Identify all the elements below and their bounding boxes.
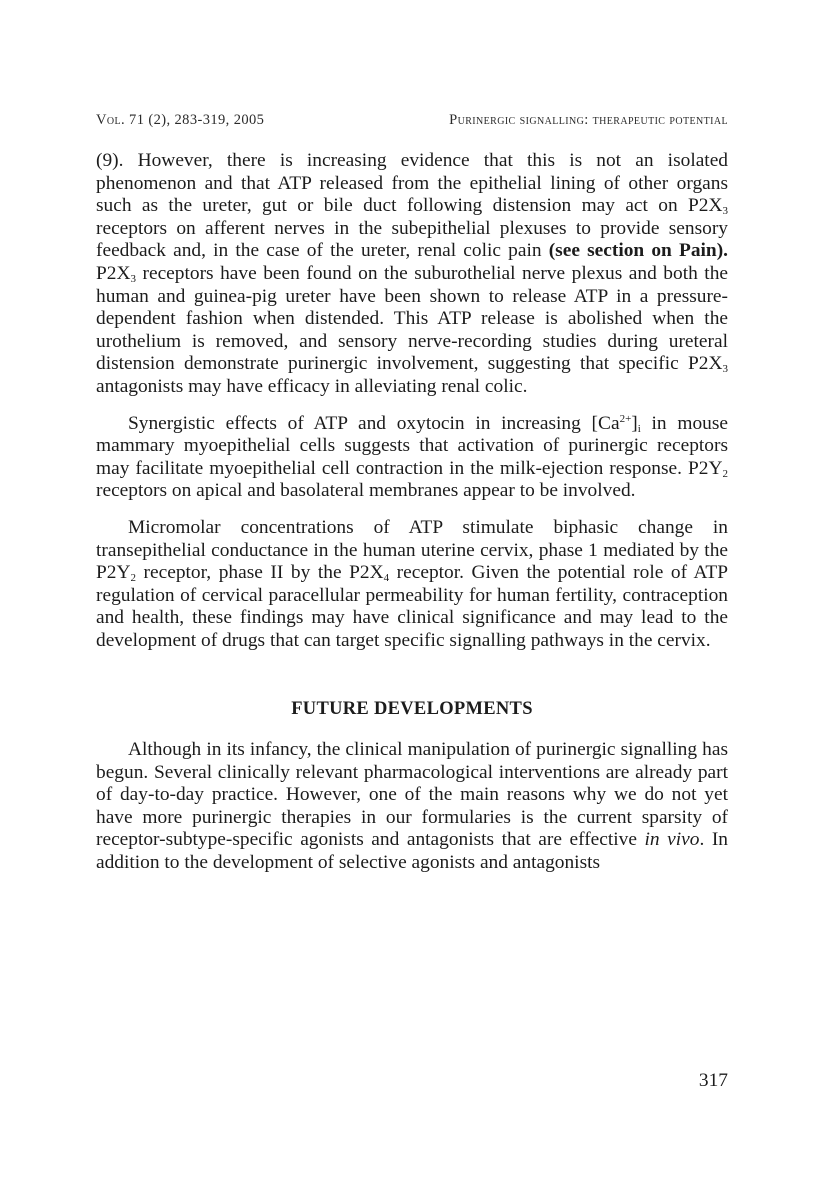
paragraph-continued bbox=[96, 150, 728, 399]
subscript: 3 bbox=[130, 272, 136, 285]
running-header bbox=[96, 112, 728, 129]
subscript: 3 bbox=[722, 205, 728, 218]
text-run: . In addition to the development of selective agonists and antagonists bbox=[96, 829, 728, 874]
subscript: 3 bbox=[722, 363, 728, 376]
page-number: 317 bbox=[698, 1070, 728, 1091]
text-run: ] bbox=[631, 412, 638, 434]
article-short-title: Purinergic signalling: therapeutic potential bbox=[449, 112, 728, 128]
superscript: 2+ bbox=[619, 412, 632, 425]
paragraph-mammary bbox=[96, 413, 728, 503]
subscript: 2 bbox=[130, 572, 136, 585]
subscript: i bbox=[637, 422, 641, 435]
cross-reference: (see section on Pain). bbox=[548, 240, 729, 262]
text-run: in mouse mammary myoepithelial cells suggests that activation of purinergic receptors may facilitate myoepithelial cell contraction in the milk-ejection response. P2Y bbox=[96, 412, 728, 479]
subscript: 2 bbox=[722, 467, 728, 480]
text-run: receptor. Given the potential role of ATP regulation of cervical paracellular permeability for human fertility, contraception and health, these findings may have clinical significance and may lead to the development of drugs that can target specific signalling pathways in the cervix. bbox=[96, 562, 729, 651]
paragraph-future bbox=[96, 739, 728, 875]
text-run: receptors on afferent nerves in the subepithelial plexuses to provide sensory feedback and, in the case of the ureter, renal colic pain bbox=[96, 217, 728, 262]
text-run: antagonists may have efficacy in alleviating renal colic. bbox=[96, 375, 528, 397]
text-run: (9). However, there is increasing evidence that this is not an isolated phenomenon and that ATP released from the epithelial lining of other organs such as the ureter, gut or bile duct following distension may act on P2X bbox=[96, 150, 728, 217]
italic-term: in vivo bbox=[644, 829, 700, 851]
text-run: Although in its infancy, the clinical manipulation of purinergic signalling has begun. Several clinically relevant pharmacological interventions are already part of day-to-day practice. However, one of the main reasons why we do not yet have more purinergic therapies in our formularies is the current sparsity of receptor-subtype-specific agonists and antagonists that are effective bbox=[96, 739, 728, 851]
article-body bbox=[96, 150, 728, 889]
text-run: Synergistic effects of ATP and oxytocin in increasing [Ca bbox=[128, 412, 620, 434]
journal-citation: Vol. 71 (2), 283-319, 2005 bbox=[96, 112, 265, 128]
text-run: receptors on apical and basolateral membranes appear to be involved. bbox=[96, 480, 636, 502]
text-run: receptor, phase II by the P2X bbox=[135, 562, 384, 584]
text-run: Micromolar concentrations of ATP stimulate biphasic change in transepithelial conductance in the human uterine cervix, phase 1 mediated by the P2Y bbox=[96, 516, 728, 584]
paragraph-cervix bbox=[96, 517, 728, 653]
text-run: P2X bbox=[96, 262, 131, 284]
subscript: 4 bbox=[383, 572, 390, 585]
text-run: receptors have been found on the suburothelial nerve plexus and both the human and guinea-pig ureter have been shown to release ATP in a pressure-dependent fashion when distended. This ATP release is abolished when the urothelium is removed, and sensory nerve-recording studies during ureteral distension demonstrate purinergic involvement, suggesting that specific P2X bbox=[96, 262, 728, 375]
section-heading: FUTURE DEVELOPMENTS bbox=[291, 699, 533, 720]
